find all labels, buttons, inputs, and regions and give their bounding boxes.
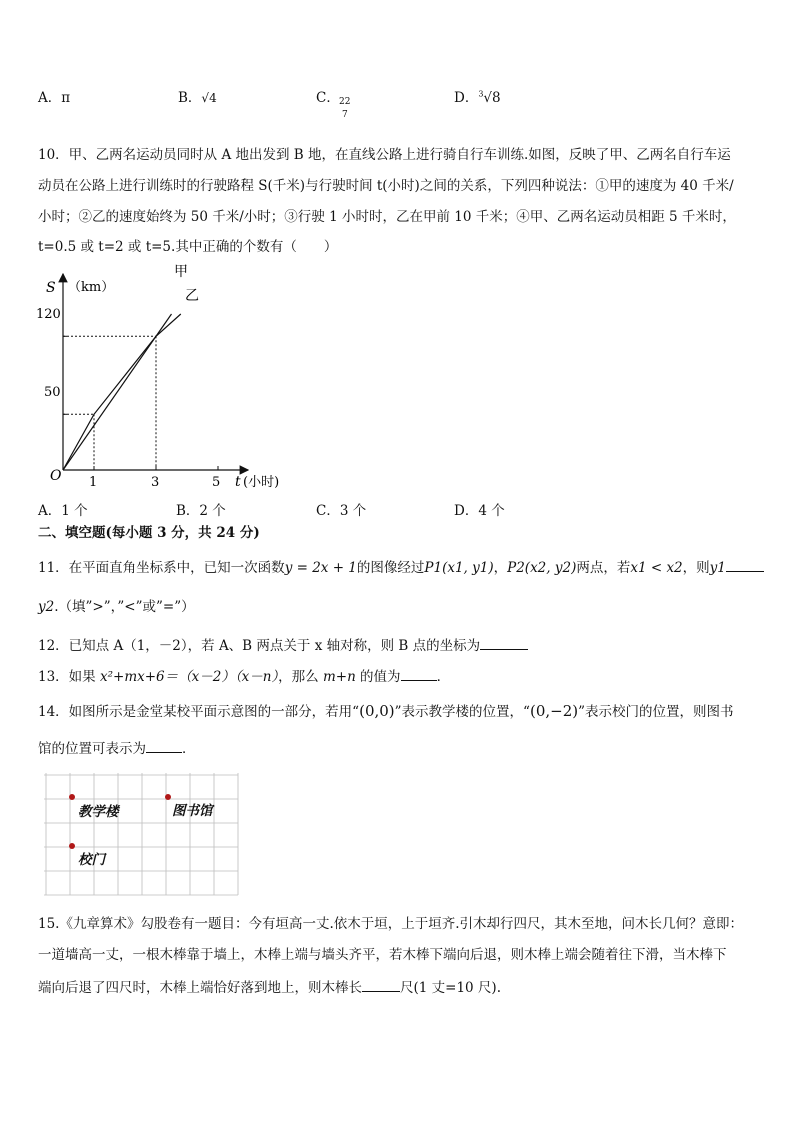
q14-text-a: 14．如图所示是金堂某校平面示意图的一部分，若用“ xyxy=(38,704,360,720)
q15-line-1: 15.《九章算术》勾股卷有一题目：今有垣高一丈.依木于垣，上于垣齐.引木却行四尺，其木至地，问木长几何？意即： xyxy=(38,916,744,932)
origin-label: O xyxy=(50,468,62,484)
q10-line-1: 10．甲、乙两名运动员同时从 A 地出发到 B 地，在直线公路上进行骑自行车训练.如图，反映了甲、乙两名自行车运 xyxy=(38,147,731,163)
x-tick-label-1: 1 xyxy=(89,475,98,490)
y-axis-label: S xyxy=(46,280,56,296)
q13-m-plus-n: m+n xyxy=(322,669,356,685)
q9-option-c xyxy=(316,86,340,106)
q9-option-c-denominator: 7 xyxy=(342,110,348,120)
q11-y2: y2 xyxy=(38,599,55,615)
q11-y1: y1 xyxy=(709,560,726,576)
q10-line-3: 小时；②乙的速度始终为 50 千米/小时；③行驶 1 小时时，乙在甲前 10 千米；④甲、乙两名运动员相距 5 千米时， xyxy=(38,209,736,225)
q14-line-2 xyxy=(38,738,196,758)
q9-option-b-label: B． xyxy=(178,90,202,106)
q10-line-4: t=0.5 或 t=2 或 t=5.其中正确的个数有（ ） xyxy=(38,239,338,255)
series-label-yi: 乙 xyxy=(185,288,199,304)
q11-prefix: 11．在平面直角坐标系中，已知一次函数 xyxy=(38,560,285,576)
q14-answer-blank[interactable] xyxy=(146,738,182,753)
q13-line xyxy=(38,666,450,686)
campus-grid xyxy=(44,773,238,895)
q11-answer-blank[interactable] xyxy=(726,557,764,572)
q12-answer-blank[interactable] xyxy=(480,635,528,650)
x-axis-label: t xyxy=(235,474,241,490)
q9-option-d-index: 3 xyxy=(478,89,484,99)
q14-coord-2: (0,−2) xyxy=(529,702,579,720)
q14-text-b: ”表示教学楼的位置，“ xyxy=(394,704,530,720)
library-label: 图书馆 xyxy=(172,803,213,819)
q10-option-b: B．2 个 xyxy=(176,503,226,519)
y-tick-label-120: 120 xyxy=(36,307,61,322)
teaching-building-label: 教学楼 xyxy=(78,804,119,820)
x-axis-unit: (小时) xyxy=(243,475,280,490)
q9-option-a: A．π xyxy=(38,90,71,106)
q11-condition: x1 < x2 xyxy=(630,560,683,576)
q11-sep: ， xyxy=(493,560,508,576)
q10-option-a: A．1 个 xyxy=(38,503,88,519)
q12-line xyxy=(38,635,528,655)
q11-middle: 的图像经过 xyxy=(356,560,425,576)
q14-coord-1: (0,0) xyxy=(359,702,395,720)
q15-line-3-b: 尺(1 丈=10 尺). xyxy=(400,980,501,996)
distance-time-chart xyxy=(36,258,300,498)
q14-text-c: ”表示校门的位置，则图书 xyxy=(578,704,734,720)
campus-grid-map xyxy=(44,773,238,895)
q11-line-1 xyxy=(38,557,764,577)
q15-line-2: 一道墙高一丈，一根木棒靠于墙上，木棒上端与墙头齐平，若木棒下端向后退，则木棒上端会随着往下滑，当木棒下 xyxy=(38,947,727,963)
series-line-yi xyxy=(63,314,181,470)
q11-hint: .（填”>”，”<”或”=”） xyxy=(54,599,195,615)
q9-option-c-label: C． xyxy=(316,90,340,106)
q15-line-3 xyxy=(38,977,501,997)
section-heading: 二、填空题(每小题 3 分，共 24 分) xyxy=(38,525,260,541)
q11-point-1: P1(x1, y1) xyxy=(424,560,494,576)
q13-end: ． xyxy=(436,669,451,685)
q9-option-d xyxy=(454,86,501,106)
q9-option-b xyxy=(178,86,217,106)
q11-function: y = 2x + 1 xyxy=(284,560,357,576)
q10-option-c: C．3 个 xyxy=(316,503,367,519)
q14-line-1 xyxy=(38,702,734,721)
y-axis-unit: （km） xyxy=(68,280,115,295)
q13-text-c: 的值为 xyxy=(355,669,401,685)
q15-answer-blank[interactable] xyxy=(362,977,400,992)
q10-option-d: D．4 个 xyxy=(454,503,505,519)
y-tick-label-50: 50 xyxy=(44,385,61,400)
q11-suffix: ，则 xyxy=(682,560,710,576)
q15-line-3-a: 端向后退了四尺时，木棒上端恰好落到地上，则木棒长 xyxy=(38,980,362,996)
q9-option-d-value: √8 xyxy=(483,90,501,106)
q11-middle-2: 两点，若 xyxy=(576,560,631,576)
q13-answer-blank[interactable] xyxy=(401,666,437,681)
library-marker xyxy=(165,794,171,800)
x-tick-label-3: 3 xyxy=(151,475,160,490)
school-gate-label: 校门 xyxy=(78,852,105,868)
q14-line-2-text: 馆的位置可表示为 xyxy=(38,741,146,757)
x-tick-label-5: 5 xyxy=(212,475,221,490)
q11-point-2: P2(x2, y2) xyxy=(507,560,577,576)
series-label-jia: 甲 xyxy=(174,264,188,280)
q9-option-c-numerator: 22 xyxy=(339,97,351,107)
school-gate-marker xyxy=(69,843,75,849)
q9-option-d-label: D． xyxy=(454,90,479,106)
q13-expression: x²+mx+6＝（x－2）（x－n） xyxy=(99,669,279,685)
q13-text-a: 13．如果 xyxy=(38,669,100,685)
q11-line-2 xyxy=(38,598,195,616)
q14-line-2-end: ． xyxy=(182,741,196,757)
q12-text: 12．已知点 A（1，－2），若 A、B 两点关于 x 轴对称，则 B 点的坐标为 xyxy=(38,638,481,654)
teaching-building-marker xyxy=(69,794,75,800)
q9-option-b-value: √4 xyxy=(201,91,217,105)
q13-text-b: ，那么 xyxy=(278,669,323,685)
q10-line-2: 动员在公路上进行训练时的行驶路程 S(千米)与行驶时间 t(小时)之间的关系，下列四种说法：①甲的速度为 40 千米/ xyxy=(38,178,734,194)
